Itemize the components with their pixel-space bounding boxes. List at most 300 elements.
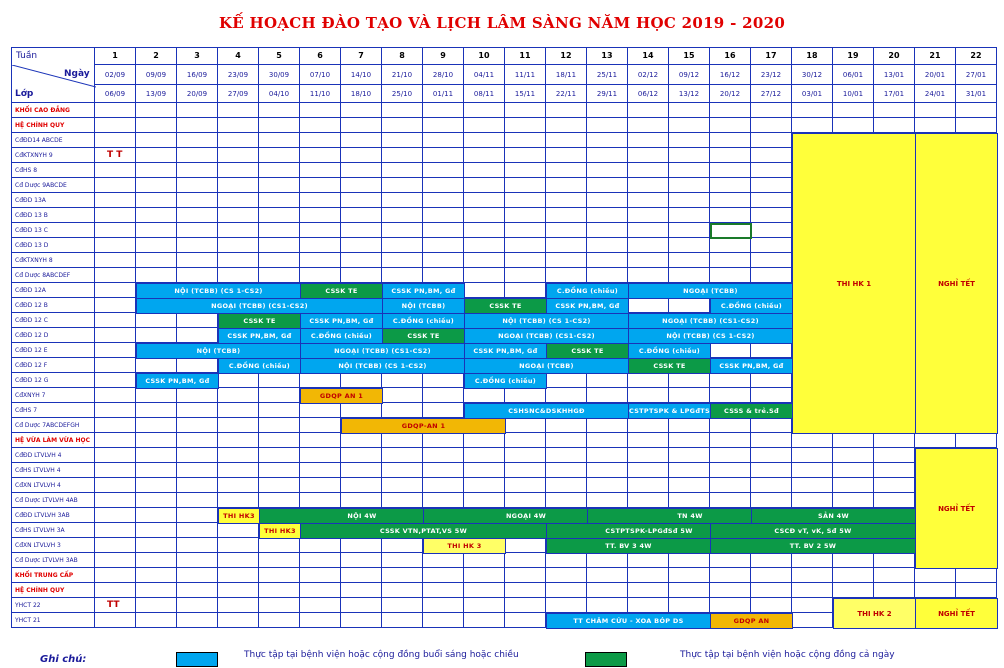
schedule-cell[interactable] <box>95 433 136 448</box>
schedule-cell[interactable] <box>628 553 669 568</box>
schedule-cell[interactable] <box>751 478 792 493</box>
schedule-cell[interactable] <box>464 448 505 463</box>
schedule-cell[interactable] <box>341 193 382 208</box>
schedule-cell[interactable] <box>628 598 669 613</box>
schedule-cell[interactable] <box>95 268 136 283</box>
schedule-cell[interactable] <box>505 208 546 223</box>
schedule-block[interactable]: CSSK TE <box>628 358 711 374</box>
schedule-cell[interactable] <box>382 583 423 598</box>
schedule-block[interactable]: C.ĐỒNG (chiều) <box>464 373 547 389</box>
schedule-cell[interactable] <box>382 598 423 613</box>
schedule-cell[interactable] <box>669 373 710 388</box>
schedule-cell[interactable] <box>177 313 218 328</box>
schedule-cell[interactable] <box>218 133 259 148</box>
schedule-cell[interactable] <box>259 193 300 208</box>
schedule-cell[interactable] <box>792 433 833 448</box>
schedule-block[interactable]: CSSK PN,BM, Gđ <box>136 373 219 389</box>
schedule-block[interactable]: NGOẠI (TCBB) <box>628 283 793 299</box>
schedule-cell[interactable] <box>669 568 710 583</box>
schedule-cell[interactable] <box>833 463 874 478</box>
schedule-cell[interactable] <box>464 103 505 118</box>
schedule-cell[interactable] <box>177 523 218 538</box>
schedule-cell[interactable] <box>546 598 587 613</box>
schedule-cell[interactable] <box>218 238 259 253</box>
schedule-cell[interactable] <box>218 553 259 568</box>
schedule-cell[interactable] <box>628 208 669 223</box>
schedule-cell[interactable] <box>423 373 464 388</box>
schedule-cell[interactable] <box>464 553 505 568</box>
schedule-cell[interactable] <box>341 448 382 463</box>
schedule-cell[interactable] <box>177 148 218 163</box>
schedule-cell[interactable] <box>95 118 136 133</box>
schedule-cell[interactable] <box>136 388 177 403</box>
schedule-block[interactable]: C.ĐỒNG (chiều) <box>382 313 465 329</box>
schedule-cell[interactable] <box>710 103 751 118</box>
schedule-cell[interactable] <box>587 118 628 133</box>
schedule-cell[interactable] <box>218 613 259 628</box>
schedule-cell[interactable] <box>546 418 587 433</box>
schedule-cell[interactable] <box>341 613 382 628</box>
schedule-block[interactable]: THI HK 3 <box>423 538 506 554</box>
schedule-block[interactable]: GDQP AN 1 <box>300 388 383 404</box>
schedule-cell[interactable] <box>177 208 218 223</box>
schedule-cell[interactable] <box>300 583 341 598</box>
schedule-cell[interactable] <box>669 268 710 283</box>
schedule-cell[interactable] <box>874 493 915 508</box>
schedule-cell[interactable] <box>505 193 546 208</box>
schedule-cell[interactable] <box>300 433 341 448</box>
schedule-cell[interactable] <box>177 328 218 343</box>
schedule-cell[interactable] <box>628 433 669 448</box>
schedule-cell[interactable] <box>792 463 833 478</box>
schedule-cell[interactable] <box>300 238 341 253</box>
schedule-cell[interactable] <box>382 148 423 163</box>
schedule-cell[interactable] <box>546 493 587 508</box>
schedule-cell[interactable] <box>628 388 669 403</box>
schedule-cell[interactable] <box>751 253 792 268</box>
schedule-cell[interactable] <box>259 178 300 193</box>
schedule-cell[interactable] <box>259 118 300 133</box>
schedule-cell[interactable] <box>710 598 751 613</box>
schedule-cell[interactable] <box>628 133 669 148</box>
schedule-block[interactable]: NỘI (TCBB) (CS 1-CS2) <box>628 328 793 344</box>
schedule-cell[interactable] <box>915 103 956 118</box>
schedule-cell[interactable] <box>423 118 464 133</box>
schedule-cell[interactable] <box>956 103 997 118</box>
schedule-cell[interactable] <box>546 253 587 268</box>
schedule-cell[interactable] <box>751 463 792 478</box>
schedule-cell[interactable] <box>177 463 218 478</box>
schedule-cell[interactable] <box>95 538 136 553</box>
schedule-cell[interactable] <box>546 223 587 238</box>
schedule-cell[interactable] <box>710 133 751 148</box>
schedule-cell[interactable] <box>300 253 341 268</box>
schedule-cell[interactable] <box>751 193 792 208</box>
schedule-cell[interactable] <box>136 208 177 223</box>
schedule-cell[interactable] <box>710 463 751 478</box>
schedule-cell[interactable] <box>136 433 177 448</box>
schedule-cell[interactable] <box>628 463 669 478</box>
schedule-cell[interactable] <box>341 133 382 148</box>
schedule-cell[interactable] <box>710 148 751 163</box>
schedule-cell[interactable] <box>546 178 587 193</box>
schedule-cell[interactable] <box>218 568 259 583</box>
schedule-cell[interactable] <box>833 448 874 463</box>
schedule-cell[interactable] <box>259 478 300 493</box>
schedule-cell[interactable] <box>136 403 177 418</box>
schedule-cell[interactable] <box>382 223 423 238</box>
schedule-block[interactable]: CSSK PN,BM, Gđ <box>300 313 383 329</box>
schedule-cell[interactable] <box>382 133 423 148</box>
schedule-cell[interactable] <box>751 118 792 133</box>
schedule-cell[interactable] <box>710 493 751 508</box>
schedule-cell[interactable] <box>136 133 177 148</box>
schedule-cell[interactable] <box>341 598 382 613</box>
schedule-cell[interactable] <box>177 613 218 628</box>
schedule-cell[interactable] <box>218 538 259 553</box>
schedule-cell[interactable] <box>628 418 669 433</box>
schedule-cell[interactable] <box>792 568 833 583</box>
schedule-block[interactable]: NGOẠI (TCBB) (CS1-CS2) <box>464 328 629 344</box>
schedule-cell[interactable] <box>464 493 505 508</box>
schedule-cell[interactable] <box>464 253 505 268</box>
schedule-cell[interactable] <box>177 478 218 493</box>
schedule-cell[interactable] <box>95 523 136 538</box>
schedule-cell[interactable] <box>669 193 710 208</box>
schedule-cell[interactable] <box>505 538 546 553</box>
schedule-cell[interactable] <box>710 118 751 133</box>
schedule-cell[interactable] <box>628 118 669 133</box>
schedule-cell[interactable] <box>751 373 792 388</box>
schedule-cell[interactable] <box>95 328 136 343</box>
schedule-cell[interactable] <box>136 583 177 598</box>
schedule-cell[interactable] <box>792 103 833 118</box>
selected-cell[interactable] <box>710 223 752 239</box>
schedule-cell[interactable] <box>505 598 546 613</box>
schedule-cell[interactable] <box>792 448 833 463</box>
schedule-block[interactable]: CSSK PN,BM, Gđ <box>710 358 793 374</box>
schedule-cell[interactable] <box>341 538 382 553</box>
schedule-cell[interactable] <box>751 343 792 358</box>
schedule-cell[interactable] <box>259 613 300 628</box>
schedule-cell[interactable] <box>177 418 218 433</box>
schedule-cell[interactable] <box>669 208 710 223</box>
schedule-cell[interactable] <box>177 133 218 148</box>
schedule-cell[interactable] <box>792 118 833 133</box>
schedule-block[interactable]: C.ĐỒNG (chiều) <box>628 343 711 359</box>
schedule-block[interactable]: CSSK PN,BM, Gđ <box>382 283 465 299</box>
schedule-cell[interactable] <box>218 373 259 388</box>
schedule-block[interactable]: C.ĐỒNG (chiều) <box>546 283 629 299</box>
schedule-cell[interactable] <box>259 268 300 283</box>
schedule-block[interactable]: CSTPTSPK-LPGđSđ 5W <box>546 523 752 539</box>
schedule-cell[interactable] <box>505 493 546 508</box>
schedule-cell[interactable] <box>136 523 177 538</box>
schedule-cell[interactable] <box>177 403 218 418</box>
schedule-cell[interactable] <box>341 568 382 583</box>
schedule-cell[interactable] <box>423 613 464 628</box>
schedule-cell[interactable] <box>341 403 382 418</box>
schedule-cell[interactable] <box>136 328 177 343</box>
schedule-cell[interactable] <box>628 238 669 253</box>
schedule-cell[interactable] <box>259 238 300 253</box>
schedule-cell[interactable] <box>669 238 710 253</box>
schedule-cell[interactable] <box>218 418 259 433</box>
schedule-cell[interactable] <box>628 268 669 283</box>
schedule-cell[interactable] <box>136 193 177 208</box>
schedule-cell[interactable] <box>751 583 792 598</box>
schedule-cell[interactable] <box>300 103 341 118</box>
schedule-cell[interactable] <box>669 253 710 268</box>
schedule-block[interactable]: NỘI 4W <box>259 508 465 524</box>
schedule-cell[interactable] <box>628 583 669 598</box>
schedule-cell[interactable] <box>136 268 177 283</box>
schedule-cell[interactable] <box>464 208 505 223</box>
schedule-cell[interactable] <box>382 568 423 583</box>
schedule-cell[interactable] <box>95 133 136 148</box>
schedule-cell[interactable] <box>423 238 464 253</box>
schedule-cell[interactable] <box>136 538 177 553</box>
schedule-block[interactable]: TT CHÂM CỨU - XOA BÓP DS <box>546 613 711 629</box>
schedule-cell[interactable] <box>341 553 382 568</box>
schedule-cell[interactable] <box>177 193 218 208</box>
schedule-cell[interactable] <box>218 598 259 613</box>
schedule-cell[interactable] <box>218 523 259 538</box>
schedule-cell[interactable] <box>464 478 505 493</box>
schedule-cell[interactable] <box>382 208 423 223</box>
schedule-cell[interactable] <box>95 313 136 328</box>
schedule-cell[interactable] <box>95 478 136 493</box>
schedule-cell[interactable] <box>751 133 792 148</box>
schedule-cell[interactable] <box>218 178 259 193</box>
schedule-block[interactable]: CSTPTSPK & LPGđTS <box>628 403 711 419</box>
schedule-cell[interactable] <box>751 553 792 568</box>
schedule-cell[interactable] <box>259 538 300 553</box>
schedule-cell[interactable] <box>505 553 546 568</box>
schedule-cell[interactable] <box>177 598 218 613</box>
schedule-cell[interactable] <box>218 433 259 448</box>
schedule-cell[interactable] <box>259 148 300 163</box>
schedule-cell[interactable] <box>874 568 915 583</box>
schedule-cell[interactable] <box>300 163 341 178</box>
schedule-cell[interactable] <box>423 148 464 163</box>
schedule-cell[interactable] <box>259 388 300 403</box>
schedule-cell[interactable] <box>259 553 300 568</box>
schedule-cell[interactable] <box>833 118 874 133</box>
schedule-cell[interactable] <box>505 163 546 178</box>
schedule-cell[interactable] <box>95 193 136 208</box>
schedule-cell[interactable] <box>382 238 423 253</box>
schedule-cell[interactable] <box>95 103 136 118</box>
schedule-cell[interactable] <box>628 448 669 463</box>
schedule-cell[interactable] <box>587 193 628 208</box>
schedule-cell[interactable] <box>177 103 218 118</box>
schedule-cell[interactable] <box>546 373 587 388</box>
schedule-block[interactable]: CSSK PN,BM, Gđ <box>464 343 547 359</box>
schedule-cell[interactable] <box>505 463 546 478</box>
schedule-cell[interactable] <box>587 253 628 268</box>
schedule-cell[interactable] <box>177 253 218 268</box>
schedule-cell[interactable] <box>341 493 382 508</box>
schedule-block[interactable]: TT. BV 3 4W <box>546 538 711 554</box>
schedule-cell[interactable] <box>751 568 792 583</box>
schedule-cell[interactable] <box>423 388 464 403</box>
schedule-cell[interactable] <box>95 238 136 253</box>
schedule-block[interactable]: CSCĐ vT, vK, Sđ 5W <box>710 523 916 539</box>
schedule-cell[interactable] <box>710 418 751 433</box>
schedule-cell[interactable] <box>177 358 218 373</box>
schedule-cell[interactable] <box>464 133 505 148</box>
schedule-cell[interactable] <box>546 463 587 478</box>
schedule-cell[interactable] <box>218 148 259 163</box>
schedule-cell[interactable] <box>751 448 792 463</box>
schedule-cell[interactable] <box>177 223 218 238</box>
schedule-cell[interactable] <box>710 163 751 178</box>
schedule-cell[interactable] <box>464 283 505 298</box>
schedule-cell[interactable] <box>300 418 341 433</box>
schedule-cell[interactable] <box>95 403 136 418</box>
schedule-cell[interactable] <box>710 238 751 253</box>
schedule-cell[interactable] <box>177 568 218 583</box>
schedule-cell[interactable] <box>177 163 218 178</box>
schedule-cell[interactable] <box>423 133 464 148</box>
schedule-cell[interactable] <box>382 478 423 493</box>
schedule-cell[interactable] <box>587 103 628 118</box>
schedule-cell[interactable] <box>505 433 546 448</box>
schedule-cell[interactable] <box>546 238 587 253</box>
schedule-block[interactable]: NỘI (TCBB) <box>382 298 465 314</box>
schedule-cell[interactable] <box>423 253 464 268</box>
schedule-cell[interactable] <box>505 148 546 163</box>
schedule-cell[interactable] <box>546 118 587 133</box>
schedule-cell[interactable] <box>546 583 587 598</box>
schedule-cell[interactable] <box>259 463 300 478</box>
schedule-cell[interactable] <box>259 448 300 463</box>
schedule-cell[interactable] <box>464 118 505 133</box>
schedule-cell[interactable] <box>874 448 915 463</box>
schedule-cell[interactable] <box>95 508 136 523</box>
schedule-cell[interactable] <box>382 193 423 208</box>
schedule-cell[interactable] <box>464 163 505 178</box>
schedule-cell[interactable] <box>95 448 136 463</box>
schedule-cell[interactable] <box>259 493 300 508</box>
schedule-cell[interactable] <box>177 268 218 283</box>
schedule-cell[interactable] <box>423 583 464 598</box>
schedule-cell[interactable] <box>915 118 956 133</box>
schedule-cell[interactable] <box>300 178 341 193</box>
schedule-cell[interactable] <box>464 613 505 628</box>
schedule-cell[interactable] <box>423 493 464 508</box>
schedule-cell[interactable] <box>710 433 751 448</box>
schedule-cell[interactable] <box>505 253 546 268</box>
schedule-cell[interactable] <box>177 538 218 553</box>
schedule-cell[interactable] <box>587 583 628 598</box>
schedule-cell[interactable] <box>136 508 177 523</box>
schedule-cell[interactable] <box>300 403 341 418</box>
schedule-cell[interactable] <box>587 553 628 568</box>
schedule-cell[interactable] <box>669 553 710 568</box>
schedule-cell[interactable] <box>218 493 259 508</box>
schedule-cell[interactable] <box>751 238 792 253</box>
schedule-cell[interactable] <box>341 238 382 253</box>
schedule-cell[interactable] <box>136 118 177 133</box>
schedule-cell[interactable] <box>95 418 136 433</box>
schedule-cell[interactable] <box>95 583 136 598</box>
schedule-cell[interactable] <box>710 388 751 403</box>
schedule-cell[interactable] <box>546 433 587 448</box>
schedule-cell[interactable] <box>218 223 259 238</box>
schedule-cell[interactable] <box>95 553 136 568</box>
schedule-cell[interactable] <box>751 148 792 163</box>
schedule-cell[interactable] <box>669 448 710 463</box>
schedule-cell[interactable] <box>833 433 874 448</box>
schedule-cell[interactable] <box>587 433 628 448</box>
schedule-cell[interactable] <box>300 538 341 553</box>
schedule-cell[interactable] <box>505 583 546 598</box>
schedule-cell[interactable] <box>669 463 710 478</box>
schedule-cell[interactable] <box>505 388 546 403</box>
schedule-cell[interactable] <box>218 403 259 418</box>
schedule-cell[interactable] <box>341 163 382 178</box>
schedule-cell[interactable] <box>300 373 341 388</box>
schedule-cell[interactable] <box>177 178 218 193</box>
schedule-cell[interactable] <box>833 103 874 118</box>
schedule-cell[interactable] <box>751 493 792 508</box>
schedule-cell[interactable] <box>669 298 710 313</box>
schedule-cell[interactable] <box>423 178 464 193</box>
schedule-cell[interactable] <box>300 598 341 613</box>
schedule-cell[interactable] <box>464 583 505 598</box>
schedule-cell[interactable] <box>218 253 259 268</box>
schedule-cell[interactable] <box>259 133 300 148</box>
schedule-cell[interactable] <box>505 478 546 493</box>
schedule-cell[interactable] <box>505 238 546 253</box>
schedule-cell[interactable] <box>136 418 177 433</box>
schedule-cell[interactable] <box>423 268 464 283</box>
schedule-cell[interactable] <box>95 493 136 508</box>
schedule-cell[interactable] <box>546 478 587 493</box>
schedule-cell[interactable] <box>300 148 341 163</box>
schedule-cell[interactable] <box>874 463 915 478</box>
schedule-cell[interactable] <box>136 178 177 193</box>
schedule-cell[interactable] <box>792 598 833 613</box>
schedule-cell[interactable] <box>587 178 628 193</box>
schedule-cell[interactable] <box>587 148 628 163</box>
schedule-cell[interactable] <box>710 343 751 358</box>
schedule-cell[interactable] <box>341 208 382 223</box>
schedule-cell[interactable] <box>546 553 587 568</box>
schedule-cell[interactable] <box>177 553 218 568</box>
schedule-cell[interactable] <box>587 388 628 403</box>
schedule-cell[interactable] <box>669 418 710 433</box>
schedule-cell[interactable] <box>505 613 546 628</box>
schedule-cell[interactable] <box>423 598 464 613</box>
schedule-cell[interactable] <box>218 388 259 403</box>
schedule-cell[interactable] <box>95 343 136 358</box>
schedule-cell[interactable] <box>628 223 669 238</box>
schedule-cell[interactable] <box>874 583 915 598</box>
schedule-block[interactable]: CSSK PN,BM, Gđ <box>546 298 629 314</box>
schedule-cell[interactable] <box>751 103 792 118</box>
schedule-cell[interactable] <box>710 568 751 583</box>
schedule-block[interactable]: CSSK PN,BM, Gđ <box>218 328 301 344</box>
schedule-cell[interactable] <box>423 103 464 118</box>
schedule-cell[interactable] <box>95 613 136 628</box>
schedule-cell[interactable] <box>587 373 628 388</box>
schedule-cell[interactable] <box>177 118 218 133</box>
schedule-cell[interactable] <box>300 223 341 238</box>
schedule-cell[interactable] <box>423 163 464 178</box>
